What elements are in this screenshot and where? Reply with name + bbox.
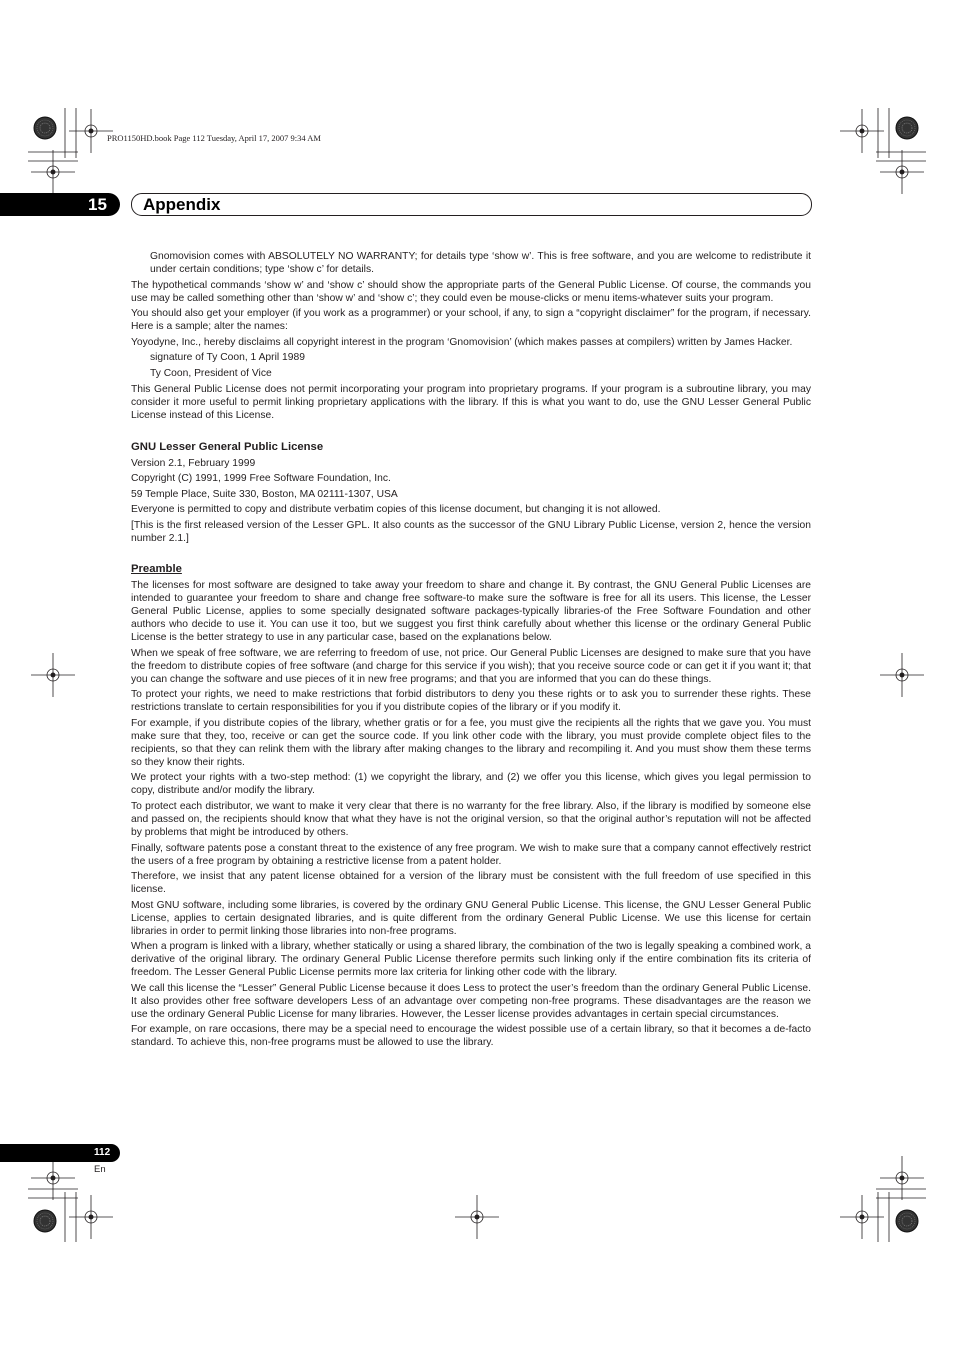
- paragraph: This General Public License does not permit incorporating your program into proprietary programs. If your program is a subroutine library, you may consider it more useful to permit linking proprietary applications with the library. If this is what you want to do, use the GNU Lesser General Public License instead of this License.: [131, 383, 811, 421]
- paragraph: For example, on rare occasions, there may be a special need to encourage the widest possible use of a certain library, so that it becomes a de-facto standard. To achieve this, non-free programs must be allowed to use the library.: [131, 1024, 811, 1049]
- paragraph: We protect your rights with a two-step method: (1) we copyright the library, and (2) we offer you this license, which gives you legal permission to copy, distribute and/or modify the library.: [131, 772, 811, 797]
- chapter-number: 15: [88, 195, 107, 214]
- paragraph: Ty Coon, President of Vice: [150, 367, 272, 379]
- section-heading-lgpl: GNU Lesser General Public License: [131, 440, 324, 453]
- section-heading-preamble: Preamble: [131, 562, 182, 575]
- paragraph: signature of Ty Coon, 1 April 1989: [150, 352, 305, 364]
- paragraph: Version 2.1, February 1999: [131, 457, 256, 469]
- paragraph: When a program is linked with a library, whether statically or using a shared library, the combination of the two is legally speaking a combined work, a derivative of the original library. The ordinary General Public License therefore permits such linking only if the entire combination fits its criteria of freedom. The Lesser General Public License permits more lax criteria for linking other code with the library.: [131, 941, 811, 979]
- paragraph: To protect your rights, we need to make restrictions that forbid distributors to deny you these rights or to ask you to surrender these rights. These restrictions translate to certain responsibilities for you if you distribute copies of the library or if you modify it.: [131, 689, 811, 714]
- chapter-header-bar: [131, 193, 812, 216]
- page-number: 112: [94, 1147, 111, 1158]
- preamble-paragraphs: [131, 579, 811, 1050]
- paragraph: Everyone is permitted to copy and distribute verbatim copies of this license document, but changing it is not allowed.: [131, 504, 661, 516]
- paragraph: Yoyodyne, Inc., hereby disclaims all copyright interest in the program ‘Gnomovision’ (which makes passes at compilers) written by James Hacker.: [131, 336, 793, 348]
- language-label: En: [94, 1164, 106, 1175]
- paragraph: The hypothetical commands ‘show w’ and ‘show c’ should show the appropriate parts of the General Public License. Of course, the commands you use may be called something other than ‘show w’ and ‘show c’; they could even be mouse-clicks or menu items-whatever suits your program.: [131, 279, 811, 304]
- paragraph: Most GNU software, including some libraries, is covered by the ordinary GNU General Public License. This license, the GNU Lesser General Public License, applies to certain designated libraries, and is quite different from the ordinary General Public License. We use this license for certain libraries in order to permit linking those libraries into non-free programs.: [131, 899, 811, 937]
- paragraph: Copyright (C) 1991, 1999 Free Software Foundation, Inc.: [131, 473, 391, 485]
- intro-paragraphs: [131, 250, 811, 422]
- paragraph: You should also get your employer (if you work as a programmer) or your school, if any, to sign a “copyright disclaimer” for the program, if necessary. Here is a sample; alter the names:: [131, 308, 811, 333]
- paragraph: We call this license the “Lesser” General Public License because it does Less to protect the user’s freedom than the ordinary General Public License. It also provides other free software developers Less of an advantage over competing non-free programs. These disadvantages are the reason we use the ordinary General Public License for many libraries. However, the Lesser license provides advantages in certain special circumstances.: [131, 982, 811, 1020]
- paragraph: To protect each distributor, we want to make it very clear that there is no warranty for the free library. Also, if the library is modified by someone else and passed on, the recipients should know that what they have is not the original version, so that the original author’s reputation will not be affected by problems that might be introduced by others.: [131, 800, 811, 838]
- paragraph: Gnomovision comes with ABSOLUTELY NO WARRANTY; for details type ‘show w’. This is free software, and you are welcome to redistribute it under certain conditions; type ‘show c’ for details.: [150, 251, 811, 275]
- paragraph: For example, if you distribute copies of the library, whether gratis or for a fee, you must give the recipients all the rights that we gave you. You must make sure that they, too, receive or can get the source code. If you link other code with the library, you must provide complete object files to the recipients, so that they can relink them with the library after making changes to the library and recompiling it. And you must show them these terms so they know their rights.: [131, 717, 811, 768]
- paragraph: Therefore, we insist that any patent license obtained for a version of the library must be consistent with the full freedom of use specified in this license.: [131, 871, 811, 896]
- file-info: PRO1150HD.book Page 112 Tuesday, April 17, 2007 9:34 AM: [107, 133, 321, 143]
- paragraph: Finally, software patents pose a constant threat to the existence of any free program. We wish to make sure that a company cannot effectively restrict the users of a free program by obtaining a restrictive license from a patent holder.: [131, 842, 811, 867]
- page-content: [131, 250, 811, 1052]
- paragraph: [This is the first released version of the Lesser GPL. It also counts as the successor of the GNU Library Public License, version 2, hence the version number 2.1.]: [131, 519, 811, 544]
- paragraph: 59 Temple Place, Suite 330, Boston, MA 02111-1307, USA: [131, 488, 398, 500]
- chapter-title: Appendix: [143, 195, 221, 214]
- paragraph: When we speak of free software, we are referring to freedom of use, not price. Our General Public Licenses are designed to make sure that you have the freedom to distribute copies of free software (and charge for this service if you wish); that you receive source code or can get it if you want it; that you can change the software and use pieces of it in new free programs; and that you are informed that you can do these things.: [131, 647, 811, 685]
- paragraph: The licenses for most software are designed to take away your freedom to share and change it. By contrast, the GNU General Public Licenses are intended to guarantee your freedom to share and change free software-to make sure the software is free for all its users. This license, the Lesser General Public License, applies to some specially designated software packages-typically libraries-of the Free Software Foundation and other authors who decide to use it. You can use it too, but we suggest you first think carefully about whether this license or the ordinary General Public License is the better strategy to use in any particular case, based on the explanations below.: [131, 579, 811, 643]
- lgpl-paragraphs: [131, 457, 811, 545]
